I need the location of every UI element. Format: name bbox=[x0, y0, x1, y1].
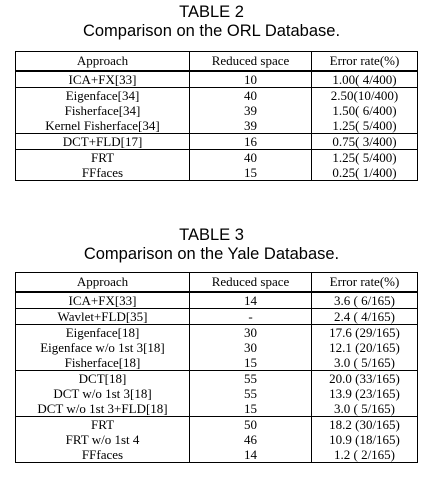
error-rate-cell: 0.25( 1/400) bbox=[312, 165, 418, 181]
error-rate-cell: 3.6 ( 6/165) bbox=[312, 292, 418, 309]
reduced-space-cell: 15 bbox=[190, 401, 312, 417]
row-group bbox=[16, 134, 418, 150]
error-rate-cell: 18.2 (30/165) bbox=[312, 417, 418, 433]
reduced-space-cell: 15 bbox=[190, 355, 312, 371]
reduced-space-cell: 15 bbox=[190, 165, 312, 181]
table-row bbox=[16, 386, 418, 401]
header-error-rate: Error rate(%) bbox=[312, 52, 418, 72]
header-approach: Approach bbox=[16, 273, 190, 293]
row-group bbox=[16, 71, 418, 88]
reduced-space-cell: 40 bbox=[190, 150, 312, 166]
reduced-space-cell: 14 bbox=[190, 292, 312, 309]
reduced-space-cell: 14 bbox=[190, 447, 312, 463]
reduced-space-cell: 39 bbox=[190, 103, 312, 118]
row-group bbox=[16, 292, 418, 309]
table-row bbox=[16, 88, 418, 104]
reduced-space-cell: 46 bbox=[190, 432, 312, 447]
error-rate-cell: 1.2 ( 2/165) bbox=[312, 447, 418, 463]
approach-cell: ICA+FX[33] bbox=[16, 292, 190, 309]
reduced-space-cell: 10 bbox=[190, 71, 312, 88]
table-row bbox=[16, 355, 418, 371]
approach-cell: FRT bbox=[16, 417, 190, 433]
row-group bbox=[16, 371, 418, 417]
reduced-space-cell: 39 bbox=[190, 118, 312, 134]
approach-cell: Eigenface w/o 1st 3[18] bbox=[16, 340, 190, 355]
table-row bbox=[16, 134, 418, 150]
table-row bbox=[16, 309, 418, 325]
row-group bbox=[16, 325, 418, 371]
error-rate-cell: 2.4 ( 4/165) bbox=[312, 309, 418, 325]
reduced-space-cell: 55 bbox=[190, 371, 312, 387]
approach-cell: Fisherface[18] bbox=[16, 355, 190, 371]
approach-cell: FRT w/o 1st 4 bbox=[16, 432, 190, 447]
reduced-space-cell: - bbox=[190, 309, 312, 325]
approach-cell: FFfaces bbox=[16, 165, 190, 181]
error-rate-cell: 3.0 ( 5/165) bbox=[312, 355, 418, 371]
table-row bbox=[16, 118, 418, 134]
table2-title: Comparison on the ORL Database. bbox=[82, 22, 341, 40]
approach-cell: Kernel Fisherface[34] bbox=[16, 118, 190, 134]
approach-cell: Eigenface[34] bbox=[16, 88, 190, 104]
orl-comparison-table bbox=[15, 51, 418, 181]
row-group bbox=[16, 417, 418, 463]
approach-cell: DCT w/o 1st 3+FLD[18] bbox=[16, 401, 190, 417]
approach-cell: DCT+FLD[17] bbox=[16, 134, 190, 150]
table-row bbox=[16, 165, 418, 181]
reduced-space-cell: 30 bbox=[190, 340, 312, 355]
error-rate-cell: 3.0 ( 5/165) bbox=[312, 401, 418, 417]
error-rate-cell: 1.25( 5/400) bbox=[312, 150, 418, 166]
approach-cell: FRT bbox=[16, 150, 190, 166]
approach-cell: ICA+FX[33] bbox=[16, 71, 190, 88]
row-group bbox=[16, 150, 418, 181]
reduced-space-cell: 40 bbox=[190, 88, 312, 104]
error-rate-cell: 1.25( 5/400) bbox=[312, 118, 418, 134]
error-rate-cell: 17.6 (29/165) bbox=[312, 325, 418, 341]
table2-label: TABLE 2 bbox=[179, 3, 244, 21]
reduced-space-cell: 16 bbox=[190, 134, 312, 150]
table-row bbox=[16, 103, 418, 118]
header-reduced-space: Reduced space bbox=[190, 273, 312, 293]
approach-cell: Eigenface[18] bbox=[16, 325, 190, 341]
error-rate-cell: 1.00( 4/400) bbox=[312, 71, 418, 88]
error-rate-cell: 10.9 (18/165) bbox=[312, 432, 418, 447]
error-rate-cell: 2.50(10/400) bbox=[312, 88, 418, 104]
row-group bbox=[16, 309, 418, 325]
table-row bbox=[16, 401, 418, 417]
row-group bbox=[16, 88, 418, 134]
header-error-rate: Error rate(%) bbox=[312, 273, 418, 293]
reduced-space-cell: 30 bbox=[190, 325, 312, 341]
approach-cell: Wavlet+FLD[35] bbox=[16, 309, 190, 325]
table-row bbox=[16, 432, 418, 447]
reduced-space-cell: 50 bbox=[190, 417, 312, 433]
table-row bbox=[16, 292, 418, 309]
table3-title: Comparison on the Yale Database. bbox=[83, 245, 340, 263]
error-rate-cell: 13.9 (23/165) bbox=[312, 386, 418, 401]
reduced-space-cell: 55 bbox=[190, 386, 312, 401]
approach-cell: Fisherface[34] bbox=[16, 103, 190, 118]
error-rate-cell: 20.0 (33/165) bbox=[312, 371, 418, 387]
table-row bbox=[16, 447, 418, 463]
table-row bbox=[16, 340, 418, 355]
error-rate-cell: 1.50( 6/400) bbox=[312, 103, 418, 118]
approach-cell: DCT[18] bbox=[16, 371, 190, 387]
table-row bbox=[16, 325, 418, 341]
header-approach: Approach bbox=[16, 52, 190, 72]
yale-comparison-table bbox=[15, 272, 418, 463]
table-row bbox=[16, 417, 418, 433]
error-rate-cell: 0.75( 3/400) bbox=[312, 134, 418, 150]
header-reduced-space: Reduced space bbox=[190, 52, 312, 72]
table-row bbox=[16, 150, 418, 166]
table-row bbox=[16, 371, 418, 387]
approach-cell: FFfaces bbox=[16, 447, 190, 463]
table-header-row bbox=[16, 52, 418, 72]
table3-label: TABLE 3 bbox=[179, 226, 244, 244]
error-rate-cell: 12.1 (20/165) bbox=[312, 340, 418, 355]
table-header-row bbox=[16, 273, 418, 293]
table-row bbox=[16, 71, 418, 88]
approach-cell: DCT w/o 1st 3[18] bbox=[16, 386, 190, 401]
